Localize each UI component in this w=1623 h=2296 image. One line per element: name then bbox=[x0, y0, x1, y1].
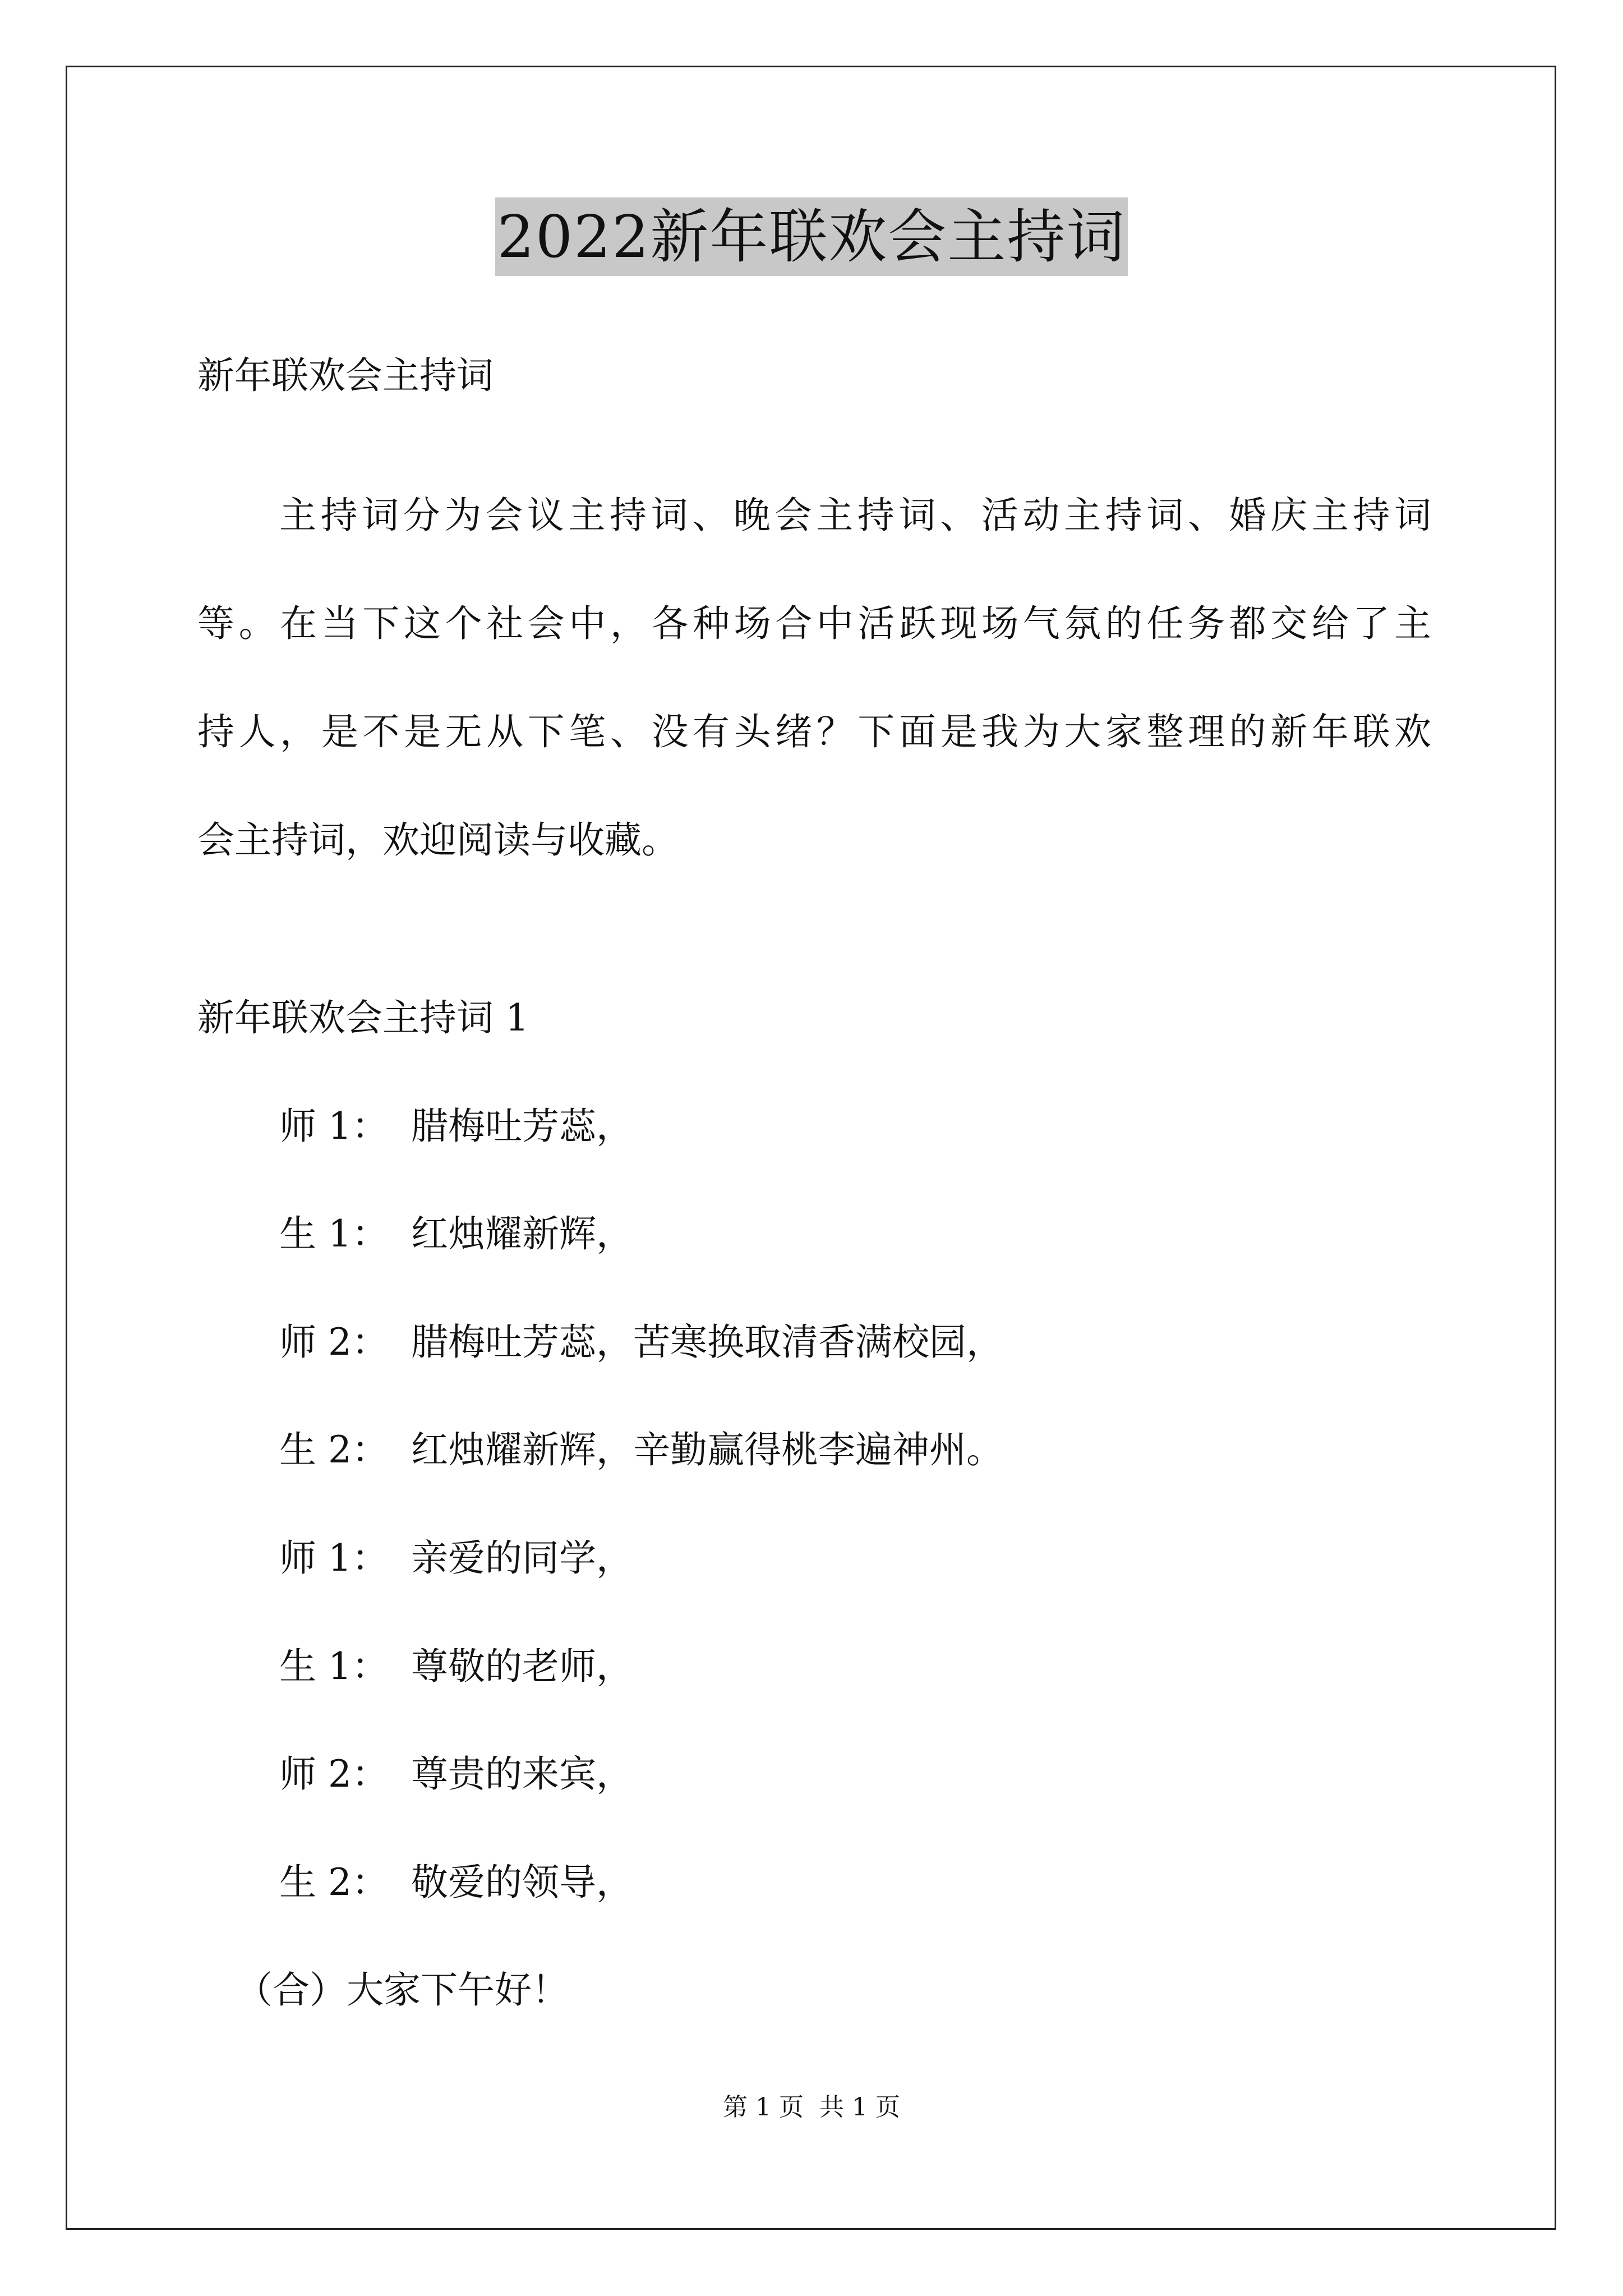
dialogue-text: 尊敬的老师， bbox=[411, 1645, 633, 1688]
dialogue-text: 红烛耀新辉，辛勤赢得桃李遍神州。 bbox=[411, 1428, 1003, 1471]
dialogue-text: 敬爱的领导， bbox=[411, 1861, 633, 1904]
intro-paragraph bbox=[197, 461, 1431, 894]
document-title: 2022新年联欢会主持词 bbox=[495, 197, 1128, 276]
dialogue-line bbox=[279, 1209, 633, 1259]
document-subtitle: 新年联欢会主持词 bbox=[197, 354, 494, 397]
section-heading: 新年联欢会主持词 1 bbox=[197, 996, 529, 1039]
dialogue-text: 腊梅吐芳蕊，苦寒换取清香满校园， bbox=[411, 1320, 1003, 1364]
page-footer bbox=[0, 2091, 1623, 2124]
dialogue-line bbox=[279, 1749, 633, 1800]
dialogue-text: 亲爱的同学， bbox=[411, 1536, 633, 1580]
dialogue-text: 红烛耀新辉， bbox=[411, 1212, 633, 1255]
dialogue-text: 尊贵的来宾， bbox=[411, 1752, 633, 1796]
speaker-label: 师 1： bbox=[279, 1536, 389, 1580]
dialogue-line bbox=[279, 1857, 633, 1908]
dialogue-line bbox=[279, 1641, 633, 1692]
speaker-label: 生 1： bbox=[279, 1645, 389, 1688]
speaker-label: 生 2： bbox=[279, 1428, 389, 1471]
dialogue-line bbox=[279, 1425, 1003, 1475]
closing-line: （合）大家下午好！ bbox=[236, 1968, 569, 2012]
dialogue-line bbox=[279, 1101, 633, 1152]
speaker-label: 生 2： bbox=[279, 1861, 389, 1904]
speaker-label: 师 2： bbox=[279, 1320, 389, 1364]
page-number: 第 1 页 bbox=[723, 2093, 804, 2122]
title-container bbox=[0, 197, 1623, 276]
intro-line: 会主持词，欢迎阅读与收藏。 bbox=[197, 818, 679, 862]
dialogue-line bbox=[279, 1317, 1003, 1368]
page-total: 共 1 页 bbox=[819, 2093, 900, 2122]
intro-line: 主持词分为会议主持词、晚会主持词、活动主持词、婚庆主持词 bbox=[279, 494, 1431, 537]
intro-line: 等。在当下这个社会中，各种场合中活跃现场气氛的任务都交给了主 bbox=[197, 602, 1431, 645]
speaker-label: 师 1： bbox=[279, 1105, 389, 1148]
dialogue-text: 腊梅吐芳蕊， bbox=[411, 1105, 633, 1148]
speaker-label: 师 2： bbox=[279, 1752, 389, 1796]
dialogue-line bbox=[279, 1533, 633, 1584]
intro-line: 持人，是不是无从下笔、没有头绪？下面是我为大家整理的新年联欢 bbox=[197, 710, 1431, 753]
speaker-label: 生 1： bbox=[279, 1212, 389, 1255]
